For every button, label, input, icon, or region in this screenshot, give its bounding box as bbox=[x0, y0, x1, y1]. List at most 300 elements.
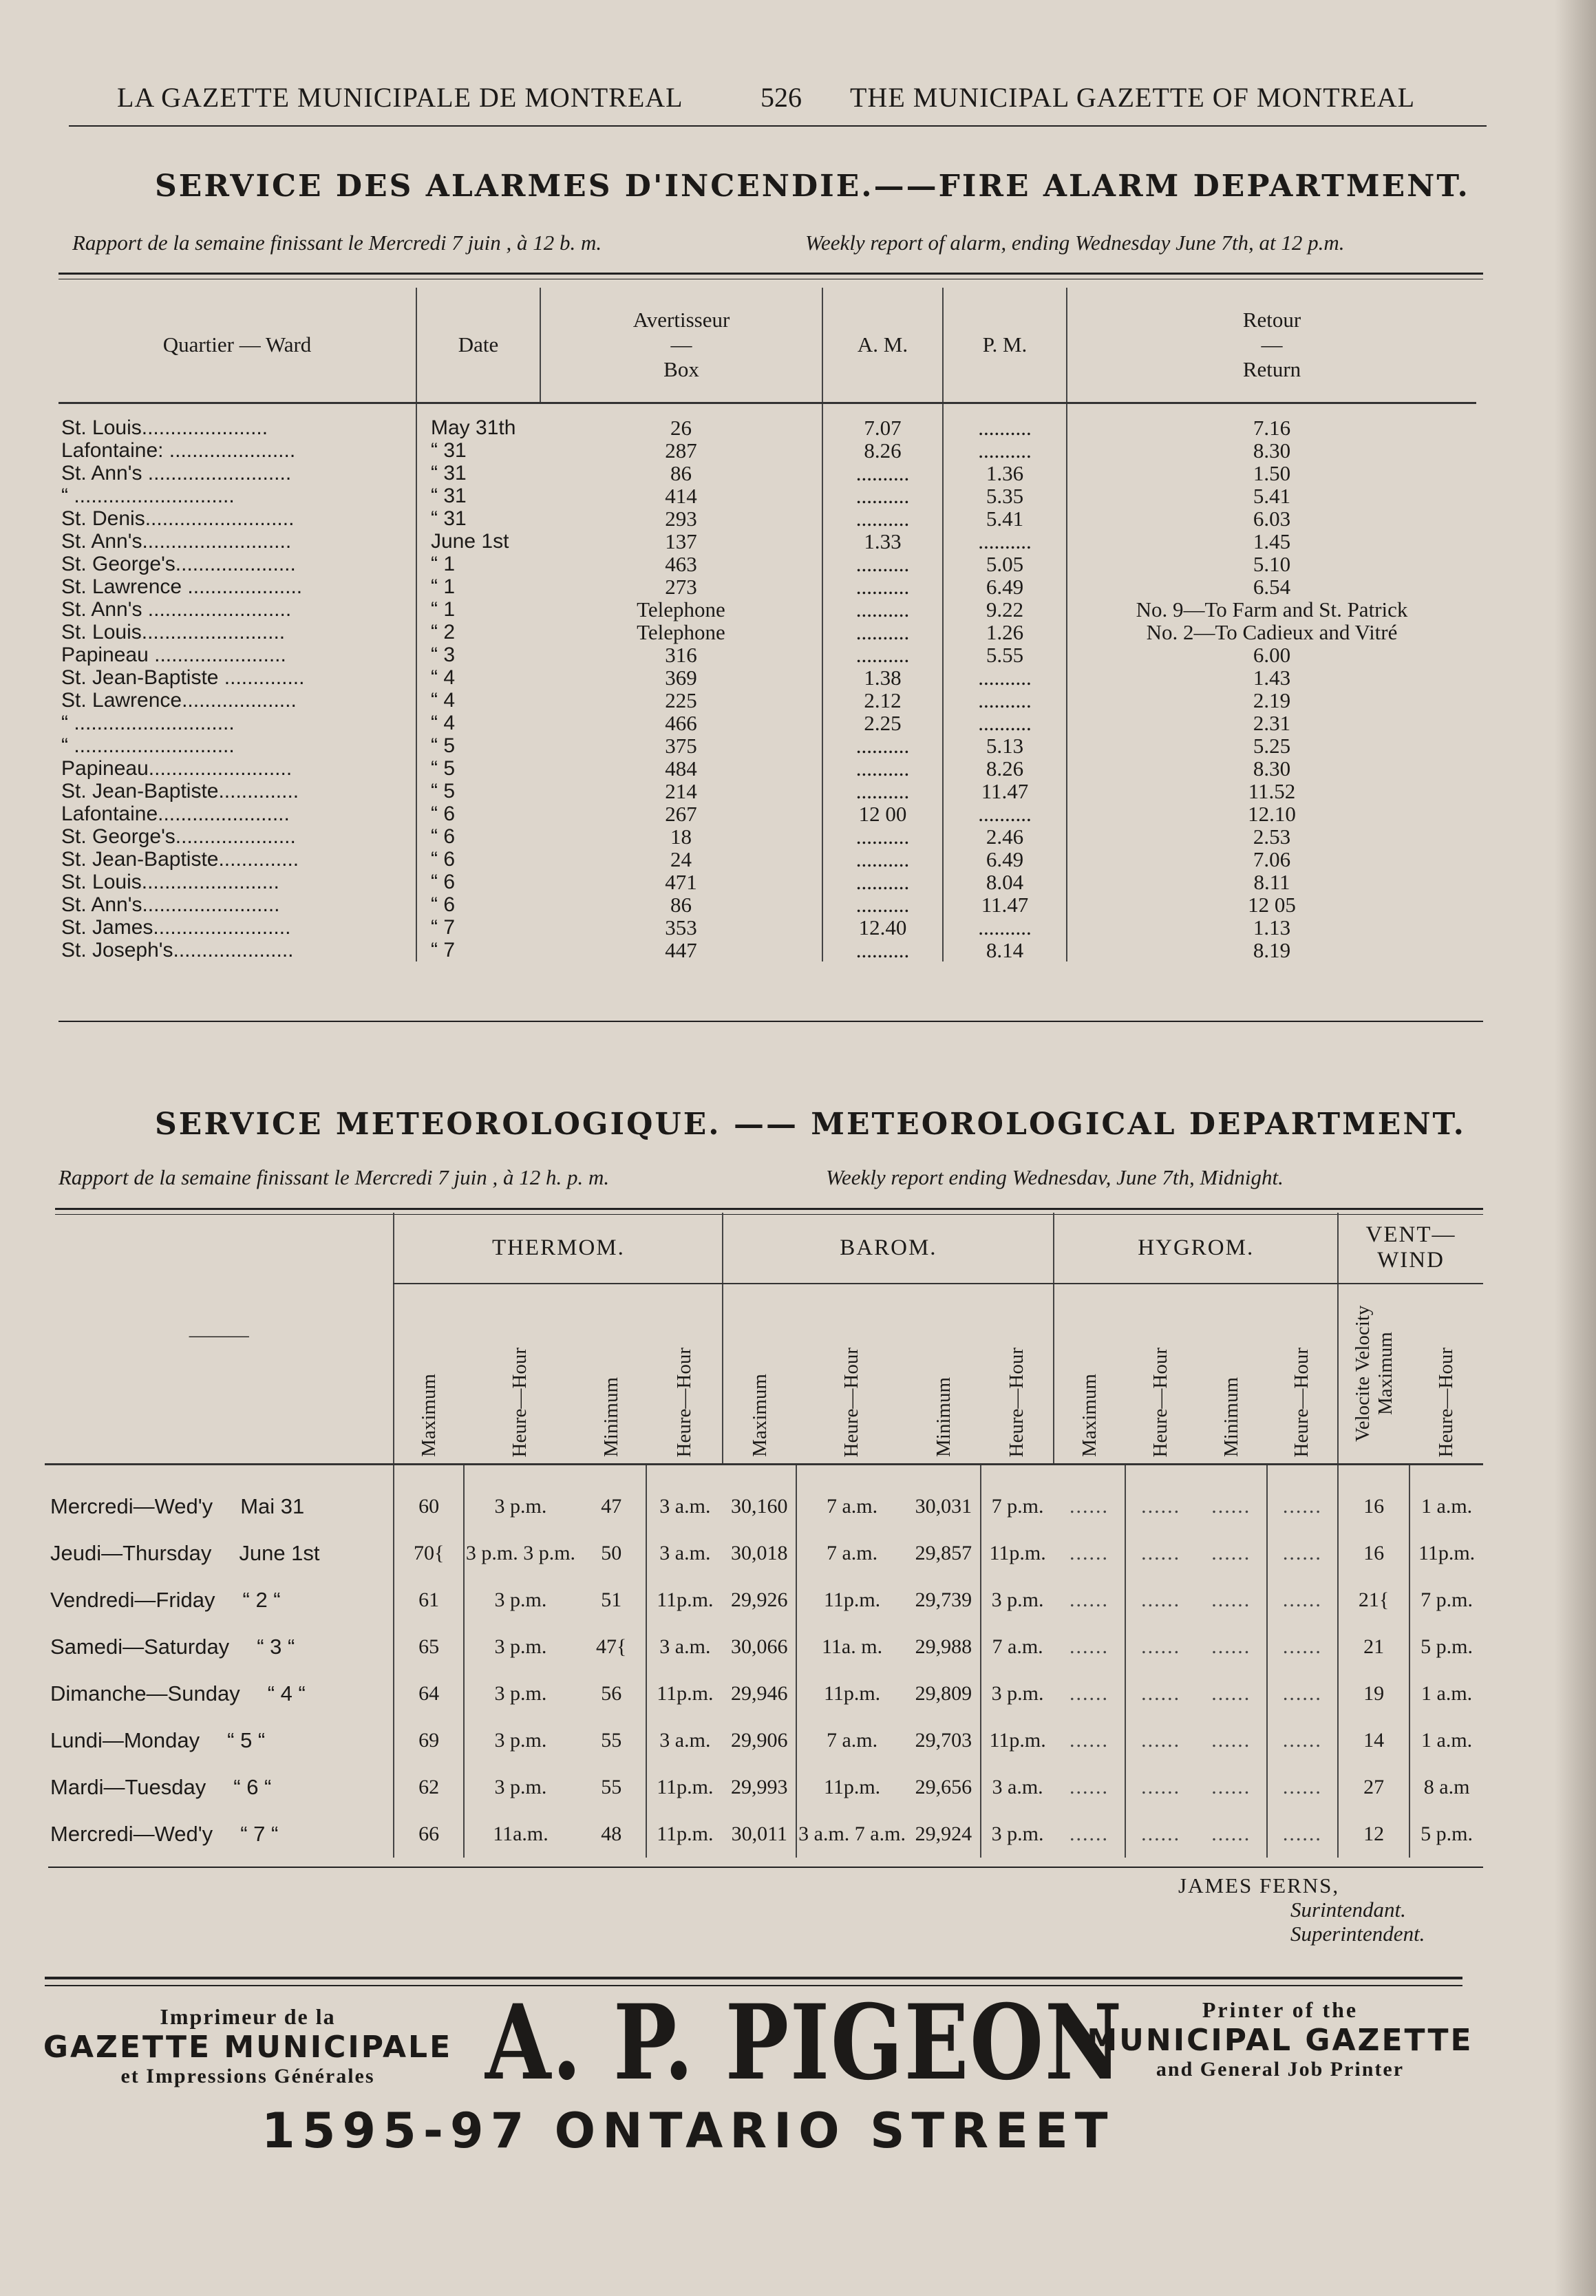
bmaxh-cell: 11p.m. bbox=[796, 1764, 907, 1811]
return-cell: 5.25 bbox=[1067, 734, 1476, 757]
pm-cell: 8.04 bbox=[943, 871, 1067, 893]
table-row bbox=[58, 507, 1476, 530]
am-cell: .......... bbox=[822, 462, 943, 485]
tmin-cell: 48 bbox=[601, 1822, 622, 1845]
table-row bbox=[45, 1530, 1483, 1577]
pm-cell: 1.36 bbox=[943, 462, 1067, 485]
tmax-cell: 69 bbox=[394, 1717, 463, 1764]
column-label: Minimum bbox=[600, 1376, 623, 1457]
box-cell: 484 bbox=[665, 756, 697, 780]
tmin-cell: 51 bbox=[601, 1588, 622, 1611]
return-cell: 2.19 bbox=[1067, 689, 1476, 712]
box-cell: 353 bbox=[665, 915, 697, 939]
h3-cell: ...... bbox=[1211, 1822, 1251, 1845]
table-row bbox=[58, 666, 1476, 689]
date-cell: “ 6 bbox=[416, 893, 540, 916]
ward-cell: Lafontaine: ...................... bbox=[61, 439, 296, 462]
date-cell: “ 4 bbox=[416, 689, 540, 712]
column-label: Maximum bbox=[748, 1374, 771, 1457]
vel-cell: 16 bbox=[1338, 1530, 1409, 1577]
return-cell: 1.50 bbox=[1067, 462, 1476, 485]
meteo-table bbox=[45, 1213, 1483, 1858]
day-cell bbox=[45, 1811, 394, 1858]
advert-left-line3: et Impressions Générales bbox=[120, 2065, 375, 2087]
tmin-cell: 55 bbox=[601, 1729, 622, 1752]
pm-cell: 9.22 bbox=[943, 598, 1067, 621]
table-row bbox=[58, 825, 1476, 848]
return-cell: No. 2—To Cadieux and Vitré bbox=[1067, 621, 1476, 644]
am-cell: .......... bbox=[822, 621, 943, 644]
date-cell: “ 5 bbox=[416, 757, 540, 780]
table-row bbox=[58, 689, 1476, 712]
ward-cell: St. Lawrence .................... bbox=[61, 575, 303, 598]
day-cell bbox=[45, 1670, 394, 1717]
pm-cell: .......... bbox=[943, 802, 1067, 825]
table-row bbox=[58, 848, 1476, 871]
am-cell: .......... bbox=[822, 848, 943, 871]
date-cell: “ 31 bbox=[416, 439, 540, 462]
hygrom-max-hour-header bbox=[1125, 1284, 1196, 1465]
bmaxh-cell: 7 a.m. bbox=[796, 1717, 907, 1764]
am-cell: .......... bbox=[822, 553, 943, 575]
box-cell: 316 bbox=[665, 643, 697, 667]
box-cell: 214 bbox=[665, 779, 697, 803]
tminh-cell: 3 a.m. bbox=[646, 1624, 723, 1670]
fire-top-rule bbox=[58, 273, 1483, 275]
tminh-cell: 11p.m. bbox=[646, 1670, 723, 1717]
bminh-cell: 11p.m. bbox=[981, 1530, 1054, 1577]
table-row bbox=[58, 939, 1476, 961]
thermom-min-header bbox=[577, 1284, 646, 1465]
day-label: Mercredi—Wed'y bbox=[50, 1494, 213, 1518]
running-header bbox=[69, 81, 1500, 123]
table-row bbox=[58, 802, 1476, 825]
bmax-cell: 30,160 bbox=[731, 1495, 788, 1518]
pm-cell: 5.05 bbox=[943, 553, 1067, 575]
return-cell: 7.06 bbox=[1067, 848, 1476, 871]
tminh-cell: 11p.m. bbox=[646, 1811, 723, 1858]
barom-min-header bbox=[907, 1284, 981, 1465]
date-cell: “ 7 bbox=[416, 939, 540, 961]
tminh-cell: 3 a.m. bbox=[646, 1530, 723, 1577]
advert-right-line3: and General Job Printer bbox=[1156, 2058, 1405, 2081]
ward-cell: St. Ann's ......................... bbox=[61, 462, 292, 485]
fire-bottom-rule bbox=[58, 1021, 1483, 1022]
h1-cell: ...... bbox=[1070, 1542, 1109, 1564]
pm-cell: .......... bbox=[943, 712, 1067, 734]
meteo-subtitle-english: Weekly report ending Wednesdav, June 7th, Midnight. bbox=[826, 1165, 1284, 1189]
velh-cell: 5 p.m. bbox=[1409, 1624, 1483, 1670]
column-label: Minimum bbox=[1220, 1376, 1242, 1457]
thermom-min-hour-header bbox=[646, 1284, 723, 1465]
column-label: Heure—Hour bbox=[1290, 1347, 1313, 1457]
tminh-cell: 11p.m. bbox=[646, 1577, 723, 1624]
box-cell: 86 bbox=[670, 461, 692, 485]
date-cell: “ 6 bbox=[416, 802, 540, 825]
advert-top-rule bbox=[45, 1977, 1462, 1979]
pm-cell: 1.26 bbox=[943, 621, 1067, 644]
date-label: “ 7 “ bbox=[240, 1822, 279, 1846]
h4-cell: ...... bbox=[1267, 1811, 1338, 1858]
ward-cell: St. Jean-Baptiste.............. bbox=[61, 780, 299, 802]
tmin-cell: 47 bbox=[601, 1495, 622, 1518]
bmin-cell: 29,703 bbox=[915, 1729, 972, 1752]
bmax-cell: 30,018 bbox=[731, 1542, 788, 1564]
day-label: Jeudi—Thursday bbox=[50, 1541, 212, 1565]
date-cell: “ 6 bbox=[416, 871, 540, 893]
return-cell: 5.10 bbox=[1067, 553, 1476, 575]
table-row bbox=[58, 462, 1476, 485]
box-cell: 267 bbox=[665, 802, 697, 826]
return-cell: 1.43 bbox=[1067, 666, 1476, 689]
am-cell: .......... bbox=[822, 485, 943, 507]
date-label: “ 2 “ bbox=[242, 1588, 281, 1612]
table-row bbox=[45, 1670, 1483, 1717]
day-cell bbox=[45, 1577, 394, 1624]
tmaxh-cell: 3 p.m. bbox=[464, 1717, 577, 1764]
date-cell: “ 4 bbox=[416, 666, 540, 689]
advert-left-block bbox=[41, 2004, 454, 2088]
header-french-title: LA GAZETTE MUNICIPALE DE MONTREAL bbox=[117, 82, 683, 113]
date-cell: “ 5 bbox=[416, 734, 540, 757]
vel-cell: 21 bbox=[1338, 1624, 1409, 1670]
table-row bbox=[58, 598, 1476, 621]
tmin-cell: 55 bbox=[601, 1776, 622, 1798]
return-cell: 8.11 bbox=[1067, 871, 1476, 893]
table-row bbox=[58, 403, 1476, 440]
box-header: Avertisseur — Box bbox=[540, 288, 822, 403]
am-cell: .......... bbox=[822, 734, 943, 757]
table-row bbox=[45, 1465, 1483, 1531]
date-cell: “ 1 bbox=[416, 598, 540, 621]
date-cell: “ 5 bbox=[416, 780, 540, 802]
return-cell: 1.45 bbox=[1067, 530, 1476, 553]
return-cell: 6.00 bbox=[1067, 644, 1476, 666]
advert-right-line2: MUNICIPAL GAZETTE bbox=[1087, 2023, 1473, 2058]
h4-cell: ...... bbox=[1267, 1465, 1338, 1531]
tmax-cell: 64 bbox=[394, 1670, 463, 1717]
thermom-group: THERMOM. bbox=[394, 1213, 723, 1284]
meteo-top-rule bbox=[55, 1208, 1483, 1210]
date-cell: “ 6 bbox=[416, 848, 540, 871]
table-row bbox=[58, 530, 1476, 553]
ward-cell: Lafontaine....................... bbox=[61, 802, 290, 825]
return-cell: 11.52 bbox=[1067, 780, 1476, 802]
ward-cell: St. Denis.......................... bbox=[61, 507, 295, 530]
date-cell: May 31th bbox=[416, 403, 540, 440]
return-cell: 2.31 bbox=[1067, 712, 1476, 734]
pm-cell: 8.26 bbox=[943, 757, 1067, 780]
bmin-cell: 29,656 bbox=[915, 1776, 972, 1798]
am-cell: 7.07 bbox=[822, 403, 943, 440]
h3-cell: ...... bbox=[1211, 1495, 1251, 1518]
table-row bbox=[45, 1577, 1483, 1624]
box-cell: 26 bbox=[670, 416, 692, 440]
h1-cell: ...... bbox=[1070, 1682, 1109, 1705]
fire-alarm-table bbox=[58, 288, 1476, 961]
bmin-cell: 29,857 bbox=[915, 1542, 972, 1564]
ward-header: Quartier — Ward bbox=[58, 288, 416, 403]
fire-header-row bbox=[58, 288, 1476, 403]
ward-cell: “ ............................ bbox=[61, 485, 235, 507]
signature-title-french: Surintendant. bbox=[1290, 1898, 1406, 1922]
box-cell: 137 bbox=[665, 529, 697, 553]
h1-cell: ...... bbox=[1070, 1588, 1109, 1611]
ward-cell: St. Jean-Baptiste.............. bbox=[61, 848, 299, 871]
thermom-max-hour-header bbox=[464, 1284, 577, 1465]
date-cell: “ 1 bbox=[416, 575, 540, 598]
day-label: Lundi—Monday bbox=[50, 1728, 200, 1752]
ward-cell: St. Jean-Baptiste .............. bbox=[61, 666, 305, 689]
bmax-cell: 30,011 bbox=[731, 1822, 787, 1845]
date-cell: “ 7 bbox=[416, 916, 540, 939]
bmin-cell: 29,988 bbox=[915, 1635, 972, 1658]
bminh-cell: 3 p.m. bbox=[981, 1811, 1054, 1858]
barom-group: BAROM. bbox=[723, 1213, 1054, 1284]
pm-cell: 5.41 bbox=[943, 507, 1067, 530]
ward-cell: St. Louis......................... bbox=[61, 621, 286, 644]
h3-cell: ...... bbox=[1211, 1682, 1251, 1705]
vel-cell: 12 bbox=[1338, 1811, 1409, 1858]
column-label: Heure—Hour bbox=[840, 1347, 863, 1457]
table-row bbox=[45, 1717, 1483, 1764]
pm-cell: 5.55 bbox=[943, 644, 1067, 666]
date-label: “ 5 “ bbox=[227, 1728, 266, 1752]
page-edge-shadow bbox=[1555, 0, 1596, 2296]
box-cell: 24 bbox=[670, 847, 692, 871]
table-row bbox=[58, 871, 1476, 893]
date-label: Mai 31 bbox=[240, 1494, 305, 1518]
box-cell: 86 bbox=[670, 893, 692, 917]
pm-cell: 6.49 bbox=[943, 848, 1067, 871]
tminh-cell: 11p.m. bbox=[646, 1764, 723, 1811]
velh-cell: 8 a.m bbox=[1409, 1764, 1483, 1811]
bmaxh-cell: 11p.m. bbox=[796, 1577, 907, 1624]
advert-left-line2: GAZETTE MUNICIPALE bbox=[43, 2030, 453, 2065]
bmax-cell: 29,946 bbox=[731, 1682, 788, 1705]
day-label: Vendredi—Friday bbox=[50, 1588, 215, 1612]
h4-cell: ...... bbox=[1267, 1717, 1338, 1764]
bmin-cell: 29,924 bbox=[915, 1822, 972, 1845]
box-cell: Telephone bbox=[637, 597, 725, 621]
ward-cell: St. Joseph's..................... bbox=[61, 939, 294, 961]
tmin-cell: 47{ bbox=[596, 1635, 627, 1658]
am-cell: .......... bbox=[822, 871, 943, 893]
h3-cell: ...... bbox=[1211, 1542, 1251, 1564]
return-header: Retour — Return bbox=[1067, 288, 1476, 403]
box-cell: 18 bbox=[670, 825, 692, 849]
velh-cell: 1 a.m. bbox=[1409, 1465, 1483, 1531]
advert-right-line1: Printer of the bbox=[1202, 1997, 1359, 2022]
am-cell: .......... bbox=[822, 598, 943, 621]
box-cell: 463 bbox=[665, 552, 697, 576]
header-rule bbox=[69, 125, 1487, 127]
header-english-title: THE MUNICIPAL GAZETTE OF MONTREAL bbox=[850, 82, 1416, 113]
box-cell: 293 bbox=[665, 507, 697, 531]
vel-cell: 21{ bbox=[1338, 1577, 1409, 1624]
am-cell: .......... bbox=[822, 780, 943, 802]
pm-cell: 11.47 bbox=[943, 893, 1067, 916]
date-cell: “ 31 bbox=[416, 462, 540, 485]
box-cell: 447 bbox=[665, 938, 697, 962]
tmaxh-cell: 3 p.m. 3 p.m. bbox=[464, 1530, 577, 1577]
pm-cell: 5.35 bbox=[943, 485, 1067, 507]
fire-table-body bbox=[58, 403, 1476, 962]
bmaxh-cell: 11p.m. bbox=[796, 1670, 907, 1717]
bmax-cell: 29,926 bbox=[731, 1588, 788, 1611]
return-cell: 6.54 bbox=[1067, 575, 1476, 598]
day-cell bbox=[45, 1530, 394, 1577]
table-row bbox=[58, 893, 1476, 916]
velh-cell: 1 a.m. bbox=[1409, 1717, 1483, 1764]
pm-cell: .......... bbox=[943, 916, 1067, 939]
signature-title-english: Superintendent. bbox=[1290, 1922, 1425, 1946]
ward-cell: St. Louis...................... bbox=[61, 416, 268, 439]
tminh-cell: 3 a.m. bbox=[646, 1717, 723, 1764]
bminh-cell: 3 a.m. bbox=[981, 1764, 1054, 1811]
pm-cell: 6.49 bbox=[943, 575, 1067, 598]
box-cell: 225 bbox=[665, 688, 697, 712]
box-cell: Telephone bbox=[637, 620, 725, 644]
ward-cell: St. Louis........................ bbox=[61, 871, 279, 893]
ward-cell: St. James........................ bbox=[61, 916, 291, 939]
column-label: Minimum bbox=[932, 1376, 955, 1457]
am-cell: .......... bbox=[822, 644, 943, 666]
tmaxh-cell: 3 p.m. bbox=[464, 1764, 577, 1811]
meteo-bottom-rule bbox=[48, 1867, 1483, 1868]
bmin-cell: 29,739 bbox=[915, 1588, 972, 1611]
tminh-cell: 3 a.m. bbox=[646, 1465, 723, 1531]
date-cell: “ 31 bbox=[416, 485, 540, 507]
am-cell: 2.12 bbox=[822, 689, 943, 712]
bmin-cell: 30,031 bbox=[915, 1495, 972, 1518]
fire-subtitle-french: Rapport de la semaine finissant le Mercredi 7 juin , à 12 b. m. bbox=[72, 231, 602, 255]
date-cell: June 1st bbox=[416, 530, 540, 553]
velh-cell: 11p.m. bbox=[1409, 1530, 1483, 1577]
barom-max-header bbox=[723, 1284, 796, 1465]
day-cell bbox=[45, 1624, 394, 1670]
tmaxh-cell: 11a.m. bbox=[464, 1811, 577, 1858]
h2-cell: ...... bbox=[1125, 1764, 1196, 1811]
h1-cell: ...... bbox=[1070, 1635, 1109, 1658]
tmax-cell: 61 bbox=[394, 1577, 463, 1624]
h4-cell: ...... bbox=[1267, 1530, 1338, 1577]
return-cell: 7.16 bbox=[1067, 403, 1476, 440]
ward-cell: Papineau......................... bbox=[61, 757, 292, 780]
am-header: A. M. bbox=[822, 288, 943, 403]
h1-cell: ...... bbox=[1070, 1495, 1109, 1518]
vel-cell: 14 bbox=[1338, 1717, 1409, 1764]
thermom-max-header bbox=[394, 1284, 463, 1465]
table-row bbox=[58, 553, 1476, 575]
wind-hour-header bbox=[1409, 1284, 1483, 1465]
column-label: Velocite Velocity Maximum bbox=[1351, 1305, 1396, 1443]
tmaxh-cell: 3 p.m. bbox=[464, 1577, 577, 1624]
box-cell: 414 bbox=[665, 484, 697, 508]
table-row bbox=[58, 757, 1476, 780]
date-header: Date bbox=[416, 288, 540, 403]
bminh-cell: 11p.m. bbox=[981, 1717, 1054, 1764]
date-label: “ 3 “ bbox=[257, 1635, 295, 1659]
am-cell: 1.33 bbox=[822, 530, 943, 553]
barom-min-hour-header bbox=[981, 1284, 1054, 1465]
h4-cell: ...... bbox=[1267, 1624, 1338, 1670]
bminh-cell: 7 a.m. bbox=[981, 1624, 1054, 1670]
return-cell: 6.03 bbox=[1067, 507, 1476, 530]
hygrom-group: HYGROM. bbox=[1054, 1213, 1338, 1284]
pm-cell: .......... bbox=[943, 689, 1067, 712]
bminh-cell: 7 p.m. bbox=[981, 1465, 1054, 1531]
h3-cell: ...... bbox=[1211, 1729, 1251, 1752]
day-label: Dimanche—Sunday bbox=[50, 1681, 240, 1705]
return-cell: 8.19 bbox=[1067, 939, 1476, 961]
am-cell: .......... bbox=[822, 825, 943, 848]
return-cell: 1.13 bbox=[1067, 916, 1476, 939]
velh-cell: 5 p.m. bbox=[1409, 1811, 1483, 1858]
bmaxh-cell: 11a. m. bbox=[796, 1624, 907, 1670]
day-cell bbox=[45, 1764, 394, 1811]
vel-cell: 19 bbox=[1338, 1670, 1409, 1717]
am-cell: .......... bbox=[822, 757, 943, 780]
pm-cell: 2.46 bbox=[943, 825, 1067, 848]
advert-left-line1: Imprimeur de la bbox=[160, 2004, 336, 2029]
fire-subtitle-english: Weekly report of alarm, ending Wednesday June 7th, at 12 p.m. bbox=[805, 231, 1345, 255]
table-row bbox=[58, 916, 1476, 939]
tmax-cell: 62 bbox=[394, 1764, 463, 1811]
bminh-cell: 3 p.m. bbox=[981, 1670, 1054, 1717]
table-row bbox=[58, 780, 1476, 802]
day-label: Samedi—Saturday bbox=[50, 1635, 230, 1659]
am-cell: .......... bbox=[822, 939, 943, 961]
table-row bbox=[58, 575, 1476, 598]
h3-cell: ...... bbox=[1211, 1635, 1251, 1658]
h1-cell: ...... bbox=[1070, 1822, 1109, 1845]
advert-right-block bbox=[1067, 1997, 1493, 2081]
bmin-cell: 29,809 bbox=[915, 1682, 972, 1705]
date-label: June 1st bbox=[239, 1541, 320, 1565]
meteo-group-row bbox=[45, 1213, 1483, 1284]
column-label: Heure—Hour bbox=[1149, 1347, 1171, 1457]
vel-cell: 27 bbox=[1338, 1764, 1409, 1811]
date-cell: “ 6 bbox=[416, 825, 540, 848]
table-row bbox=[45, 1624, 1483, 1670]
wind-group: VENT— WIND bbox=[1338, 1213, 1483, 1284]
h2-cell: ...... bbox=[1125, 1577, 1196, 1624]
advert-street-address: 1595-97 ONTARIO STREET bbox=[262, 2103, 1115, 2159]
table-row bbox=[45, 1764, 1483, 1811]
page-number: 526 bbox=[760, 82, 802, 113]
tmax-cell: 60 bbox=[394, 1465, 463, 1531]
meteo-table-body bbox=[45, 1465, 1483, 1858]
h3-cell: ...... bbox=[1211, 1588, 1251, 1611]
velh-cell: 7 p.m. bbox=[1409, 1577, 1483, 1624]
h4-cell: ...... bbox=[1267, 1764, 1338, 1811]
hygrom-min-header bbox=[1196, 1284, 1267, 1465]
signature-name: JAMES FERNS, bbox=[1178, 1873, 1340, 1898]
day-label: Mercredi—Wed'y bbox=[50, 1822, 213, 1846]
bmax-cell: 30,066 bbox=[731, 1635, 788, 1658]
ward-cell: St. Ann's........................ bbox=[61, 893, 280, 916]
column-label: Maximum bbox=[418, 1374, 440, 1457]
h2-cell: ...... bbox=[1125, 1717, 1196, 1764]
table-row bbox=[58, 712, 1476, 734]
day-label: Mardi—Tuesday bbox=[50, 1775, 206, 1799]
h1-cell: ...... bbox=[1070, 1776, 1109, 1798]
velh-cell: 1 a.m. bbox=[1409, 1670, 1483, 1717]
tmin-cell: 50 bbox=[601, 1542, 622, 1564]
pm-cell: 5.13 bbox=[943, 734, 1067, 757]
column-label: Heure—Hour bbox=[672, 1347, 695, 1457]
